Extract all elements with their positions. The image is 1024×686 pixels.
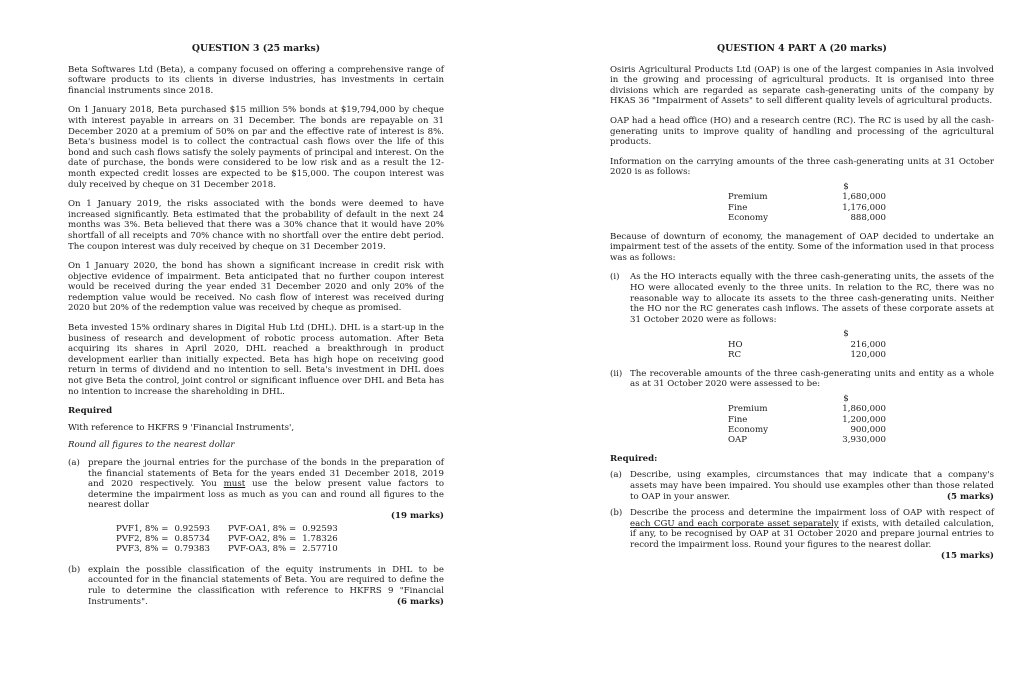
pv-label: PVF-OA2, 8% = (228, 533, 297, 544)
recoverable-amounts-table (728, 394, 886, 446)
table-row (728, 213, 886, 223)
pv-label: PVF-OA1, 8% = (228, 523, 297, 534)
pv-value: 0.85734 (174, 533, 210, 544)
q3-part-a-text-1: prepare the journal entries for the purchase of the bonds in the preparation of the financial statements of Beta for the years ended 31 December 2018, 2019 and 2020 respectively. You (88, 458, 444, 490)
table-row (728, 435, 886, 445)
cgu-name: Premium (728, 192, 768, 203)
q4-info-i-text: As the HO interacts equally with the three cash-generating units, the assets of the HO were allocated evenly to the three units. In relation to the RC, there was no reasonable way to allocate its assets to the three cash-generating units. Neither the HO nor the RC generates cash inflows. The assets of these corporate assets at 31 October 2020 were as follows: (630, 272, 994, 325)
q4-info-i-label: (i) (610, 272, 620, 283)
q4-part-a-marks: (5 marks) (946, 491, 994, 502)
q4-required-heading: Required: (610, 453, 658, 464)
currency-header: $ (843, 181, 849, 192)
carrying-amounts-table (728, 182, 886, 224)
table-row (728, 350, 886, 360)
q3-part-b-marks: (6 marks) (396, 596, 444, 607)
q4-part-b-text-1: Describe the process and determine the impairment loss of OAP with respect of (630, 508, 994, 519)
q3-paragraph-2019: On 1 January 2019, the risks associated with the bonds were deemed to have increased significantly. Beta estimated that the probability of default in the next 24 months was 3%. Beta believed that there was a 30% chance that it would have 20% shortfall of all receipts and 70% chance with no shortfall over the entire debt period. The coupon interest was duly received by cheque on 31 December 2019. (68, 199, 444, 252)
q4-info-i (610, 272, 994, 325)
q3-paragraph-dhl: Beta invested 15% ordinary shares in Digital Hub Ltd (DHL). DHL is a start-up in the business of research and development of robotic process automation. After Beta acquiring its shares in April 2020, DHL reached a breakthrough in product development earlier than initially expected. Beta has high hope on receiving good return in terms of dividend and no intention to sell. Beta's investment in DHL does not give Beta the control, joint control or significant influence over DHL and Beta has no intention to increase the shareholding in DHL. (68, 323, 444, 397)
q4-part-a-label: (a) (610, 470, 622, 481)
q3-part-a-must: must (223, 479, 246, 490)
q4-info-ii (610, 369, 994, 390)
q3-part-b-label: (b) (68, 564, 81, 575)
pv-row (116, 524, 344, 534)
q4-paragraph-carrying: Information on the carrying amounts of the three cash-generating units at 31 October 2020 is as follows: (610, 156, 994, 178)
pv-row (116, 534, 344, 544)
q4-info-ii-label: (ii) (610, 368, 623, 379)
cgu-amount: 888,000 (850, 213, 886, 224)
q4-info-ii-text: The recoverable amounts of the three cash-generating units and entity as a whole as at 31 October 2020 were assessed to be: (630, 368, 994, 390)
question-4-title: QUESTION 4 PART A (20 marks) (717, 43, 887, 54)
asset-amount: 216,000 (850, 339, 886, 350)
q3-part-a-marks: (19 marks) (390, 510, 444, 521)
q3-paragraph-2020: On 1 January 2020, the bond has shown a significant increase in credit risk with objective evidence of impairment. Beta anticipated that no further coupon interest would be received during the year ended 31 December 2020 and only 20% of the redemption value would be received. No cash flow of interest was received during 2020 but 20% of the redemption value was received by cheque as promised. (68, 261, 444, 314)
currency-header: $ (843, 329, 849, 340)
q3-part-b-text: explain the possible classification of the equity instruments in DHL to be accounted for in the financial statements of Beta. You are required to define the rule to determine the classification with reference to HKFRS 9 "Financial Instruments". (88, 564, 444, 607)
q4-paragraph-intro: Osiris Agricultural Products Ltd (OAP) is one of the largest companies in Asia involved in the growing and processing of agricultural products. It is organised into three divisions which are regarded as separate cash-generating units of the company by HKAS 36 "Impairment of Assets" to sell different quality levels of agricultural products. (610, 64, 994, 107)
pv-label: PVF3, 8% = (116, 544, 169, 555)
table-row (728, 404, 886, 414)
unit-name: Premium (728, 404, 768, 415)
pv-value: 0.92593 (174, 523, 210, 534)
asset-name: RC (728, 350, 742, 361)
unit-name: Economy (728, 424, 768, 435)
q3-paragraph-intro: Beta Softwares Ltd (Beta), a company focused on offering a comprehensive range of software products to its clients in diverse industries, has investments in certain financial instruments since 2018. (68, 64, 444, 96)
pv-label: PVF1, 8% = (116, 523, 169, 534)
q4-part-b-marks: (15 marks) (940, 550, 994, 561)
pv-value: 0.79383 (174, 544, 210, 555)
q4-part-b (610, 508, 994, 561)
q3-part-a (68, 458, 444, 559)
q4-paragraph-ho-rc: OAP had a head office (HO) and a research centre (RC). The RC is used by all the cash-generating units to improve quality of handling and processing of the agricultural products. (610, 115, 994, 148)
question-4-page (512, 0, 1024, 686)
table-row (728, 425, 886, 435)
unit-amount: 1,860,000 (842, 404, 886, 415)
unit-amount: 3,930,000 (842, 435, 886, 446)
currency-header: $ (843, 393, 849, 404)
q3-paragraph-bond-purchase: On 1 January 2018, Beta purchased $15 million 5% bonds at $19,794,000 by cheque with interest payable in arrears on 31 December. The bonds are repayable on 31 December 2020 at a premium of 50% on par and the effective rate of interest is 8%. Beta's business model is to collect the contractual cash flows over the life of this bond and such cash flows satisfy the solely payments of principal and interest. On the date of purchase, the bonds were considered to be low risk and as a result the 12-month expected credit losses are expected to be $15,000. The coupon interest was duly received by cheque on 31 December 2018. (68, 105, 444, 190)
question-3-title: QUESTION 3 (25 marks) (191, 43, 321, 54)
corporate-assets-table (728, 329, 886, 360)
cgu-name: Economy (728, 213, 768, 224)
q4-part-a-text: Describe, using examples, circumstances that may indicate that a company's assets may have been impaired. You should use examples other than those related to OAP in your answer. (630, 470, 994, 502)
q4-part-b-text-2: if exists, with detailed calculation, if any, to be recognised by OAP at 31 October 2020 and prepare journal entries to record the impairment loss. Round your figures to the nearest dollar. (630, 518, 994, 550)
pv-value: 2.57710 (302, 544, 338, 555)
q3-part-b (68, 565, 444, 607)
q3-required-heading: Required (68, 406, 113, 417)
q4-part-b-label: (b) (610, 508, 623, 519)
table-row (728, 203, 886, 213)
q3-rounding-note: Round all figures to the nearest dollar (68, 440, 235, 451)
pv-row (116, 544, 344, 554)
asset-amount: 120,000 (850, 350, 886, 361)
table-row (728, 340, 886, 350)
q4-part-b-underlined: each CGU and each corporate asset separately (630, 518, 839, 529)
unit-amount: 900,000 (850, 424, 886, 435)
table-row (728, 192, 886, 202)
q3-reference: With reference to HKFRS 9 'Financial Instruments', (68, 422, 295, 433)
q4-paragraph-downturn: Because of downturn of economy, the management of OAP decided to undertake an impairment test of the assets of the entity. Some of the information used in that process was as follows: (610, 231, 994, 263)
q4-part-a (610, 470, 994, 502)
q3-part-a-text-2: use the below present value factors to determine the impairment loss as much as you can and round all figures to the nearest dollar (88, 479, 444, 511)
pv-value: 0.92593 (302, 523, 338, 534)
unit-amount: 1,200,000 (842, 414, 886, 425)
table-row (728, 415, 886, 425)
pv-factor-table (116, 524, 344, 555)
pv-value: 1.78326 (302, 533, 338, 544)
cgu-amount: 1,176,000 (842, 202, 886, 213)
q3-part-a-label: (a) (68, 458, 80, 468)
unit-name: OAP (728, 435, 748, 446)
asset-name: HO (728, 339, 743, 350)
pv-label: PVF2, 8% = (116, 533, 169, 544)
cgu-amount: 1,680,000 (842, 192, 886, 203)
pv-label: PVF-OA3, 8% = (228, 544, 297, 555)
cgu-name: Fine (728, 202, 748, 213)
unit-name: Fine (728, 414, 748, 425)
